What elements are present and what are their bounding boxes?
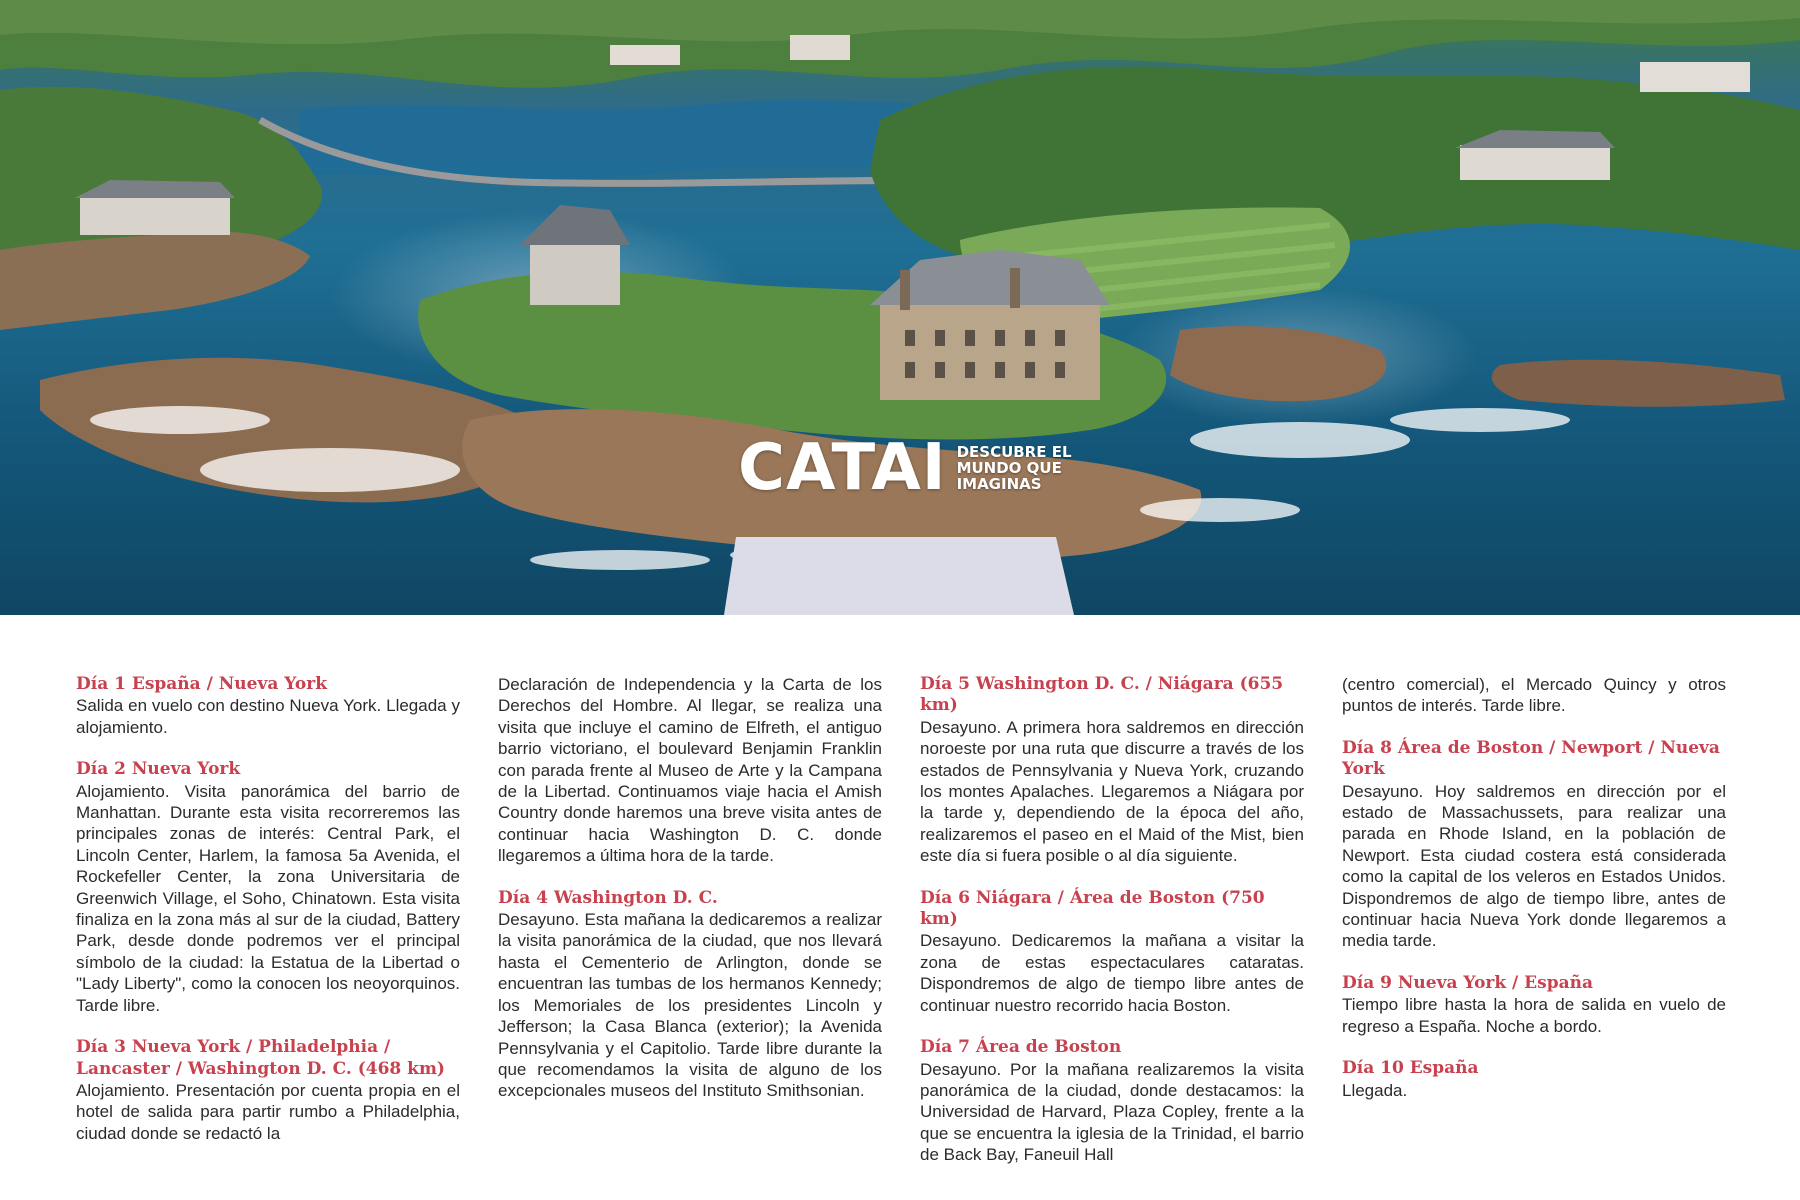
day-8	[1342, 738, 1726, 952]
catai-logo	[738, 433, 1072, 503]
itinerary-column-1	[76, 674, 460, 1165]
day-1	[76, 674, 460, 738]
day-3-continued	[498, 674, 882, 867]
day-heading: Día 7 Área de Boston	[920, 1037, 1122, 1058]
day-heading: Día 5 Washington D. C. / Niágara (655 km)	[920, 674, 1284, 716]
itinerary-column-2	[498, 674, 882, 1123]
itinerary-columns	[76, 674, 1726, 1174]
day-heading: Día 4 Washington D. C.	[498, 887, 718, 908]
day-heading: Día 1 España / Nueva York	[76, 674, 327, 694]
day-text: Salida en vuelo con destino Nueva York. Llegada y alojamiento.	[76, 696, 460, 737]
day-text: Desayuno. Hoy saldremos en dirección por el estado de Massachussets, para realizar una parada en Rhode Island, en la población de Newport. Esta ciudad costera está considerada como la capital de los veleros en Estados Unidos. Dispondremos de algo de tiempo libre, antes de continuar hacia Nueva York donde llegaremos a media tarde.	[1342, 781, 1726, 951]
day-text: (centro comercial), el Mercado Quincy y otros puntos de interés. Tarde libre.	[1342, 675, 1726, 716]
day-heading: Día 2 Nueva York	[76, 759, 241, 780]
day-text: Desayuno. Por la mañana realizaremos la visita panorámica de la ciudad, donde destacamos: la Universidad de Harvard, Plaza Copley, frente a la que se encuentra la iglesia de la Trinidad, el barrio de Back Bay, Faneuil Hall	[920, 1059, 1304, 1165]
logo-tagline-line: MUNDO QUE	[956, 459, 1062, 477]
day-heading: Día 6 Niágara / Área de Boston (750 km)	[920, 887, 1265, 930]
logo-tagline-line: DESCUBRE EL	[956, 443, 1072, 461]
day-10	[1342, 1058, 1726, 1101]
day-heading: Día 10 España	[1342, 1058, 1479, 1079]
day-heading: Día 9 Nueva York / España	[1342, 972, 1593, 993]
day-7-continued	[1342, 674, 1726, 717]
itinerary-column-4	[1342, 674, 1726, 1122]
day-text: Declaración de Independencia y la Carta de los Derechos del Hombre. Al llegar, se realiza una visita que incluye el camino de Elfreth, el antiguo barrio victoriano, el boulevard Benjamin Franklin con parada frente al Museo de Arte y la Campana de la Libertad. Continuamos viaje hacia el Amish Country donde haremos una breve visita antes de continuar hacia Washington D. C. donde llegaremos a última hora de la tarde.	[498, 675, 882, 866]
itinerary-column-3	[920, 674, 1304, 1187]
logo-tagline-line: IMAGINAS	[956, 475, 1042, 493]
day-text: Alojamiento. Presentación por cuenta propia en el hotel de salida para partir rumbo a Philadelphia, ciudad donde se redactó la	[76, 1080, 460, 1143]
day-heading: Día 8 Área de Boston / Newport / Nueva York	[1342, 737, 1720, 780]
day-2	[76, 759, 460, 1016]
logo-word: CATAI	[738, 431, 947, 505]
day-text: Desayuno. A primera hora saldremos en dirección noroeste por una ruta que discurre a través de los estados de Pennsylvania y Nueva York, cruzando los montes Apalaches. Llegaremos a Niágara por la tarde y, dependiendo de la época del año, realizaremos el paseo en el Maid of the Mist, bien este día si fuera posible o al día siguiente.	[920, 717, 1304, 866]
logo-tagline	[957, 444, 1072, 492]
day-6	[920, 888, 1304, 1016]
day-text: Alojamiento. Visita panorámica del barrio de Manhattan. Durante esta visita recorreremos las principales zonas de interés: Central Park, el Lincoln Center, Harlem, la famosa 5a Avenida, el Rockefeller Center, la zona Universitaria de Greenwich Village, el Soho, Chinatown. Esta visita finaliza en la zona más al sur de la ciudad, Battery Park, desde donde podremos ver el principal símbolo de la ciudad: la Estatua de la Libertad o "Lady Liberty", como la conocen los neoyorquinos. Tarde libre.	[76, 781, 460, 1015]
day-text: Llegada.	[1342, 1080, 1408, 1100]
day-4	[498, 888, 882, 1102]
day-3	[76, 1037, 460, 1144]
day-heading: Día 3 Nueva York / Philadelphia / Lancaster / Washington D. C. (468 km)	[76, 1037, 445, 1079]
day-text: Desayuno. Esta mañana la dedicaremos a realizar la visita panorámica de la ciudad, que nos llevará hasta el Cementerio de Arlington, donde se encuentran las tumbas de los hermanos Kennedy; los Memoriales de los presidentes Lincoln y Jefferson; la Casa Blanca (exterior); la Avenida Pennsylvania y el Capitolio. Tarde libre durante la que recomendamos la visita de alguno de los excepcionales museos del Instituto Smithsonian.	[498, 910, 882, 1101]
day-text: Desayuno. Dedicaremos la mañana a visitar la zona de estas espectaculares cataratas. Dispondremos de algo de tiempo libre antes de continuar nuestro recorrido hacia Boston.	[920, 931, 1304, 1015]
day-9	[1342, 973, 1726, 1037]
day-5	[920, 674, 1304, 867]
day-text: Tiempo libre hasta la hora de salida en vuelo de regreso a España. Noche a bordo.	[1342, 995, 1726, 1036]
day-7	[920, 1037, 1304, 1165]
